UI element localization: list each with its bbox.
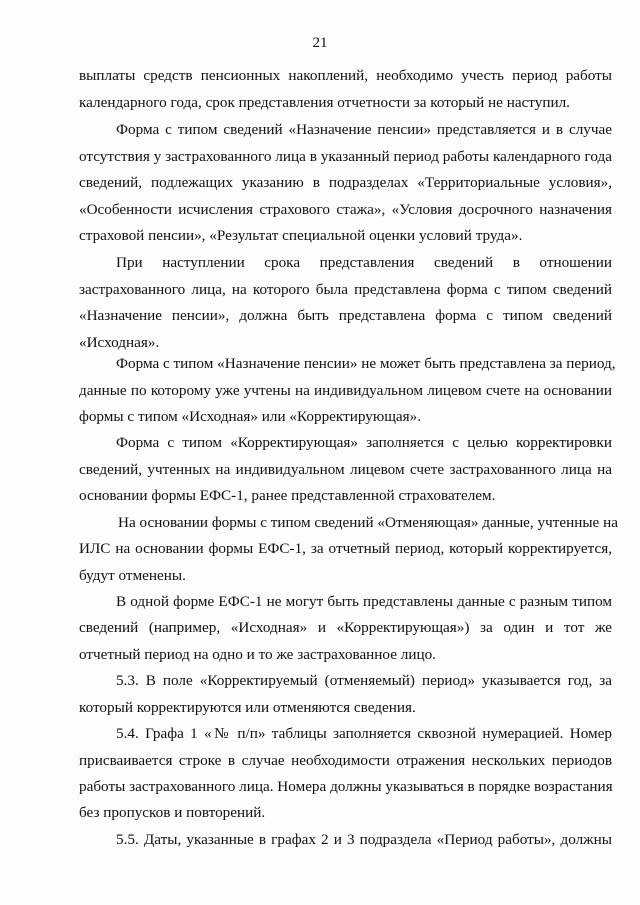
text-line: Форма с типом «Назначение пенсии» не может быть представлена за период, xyxy=(116,355,616,372)
text-line: будут отменены. xyxy=(79,567,186,584)
text-line: присваивается строке в случае необходимости отражения нескольких периодов xyxy=(79,752,612,769)
text-line: отчетный период на одно и то же застрахованное лицо. xyxy=(79,646,436,663)
text-line: 5.5. Даты, указанные в графах 2 и 3 подраздела «Период работы», должны xyxy=(116,831,612,848)
text-line: При наступлении срока представления сведений в отношении xyxy=(116,254,612,271)
text-line: выплаты средств пенсионных накоплений, необходимо учесть период работы xyxy=(79,67,612,84)
text-line: 5.4. Графа 1 «№ п/п» таблицы заполняется сквозной нумерацией. Номер xyxy=(116,725,612,742)
text-line: Форма с типом «Корректирующая» заполняется с целью корректировки xyxy=(116,434,612,451)
text-line: В одной форме ЕФС-1 не могут быть представлены данные с разным типом xyxy=(116,593,612,610)
text-line: «Особенности исчисления страхового стажа», «Условия досрочного назначения xyxy=(79,201,612,218)
text-line: данные по которому уже учтены на индивидуальном лицевом счете на основании xyxy=(79,382,612,399)
page-number: 21 xyxy=(312,35,328,51)
text-line: застрахованного лица, на которого была представлена форма с типом сведений xyxy=(79,281,612,298)
text-line: работы застрахованного лица. Номера должны указываться в порядке возрастания xyxy=(79,778,613,795)
text-line: «Назначение пенсии», должна быть представлена форма с типом сведений xyxy=(79,307,612,324)
text-line: сведений (например, «Исходная» и «Корректирующая») за один и тот же xyxy=(79,619,612,636)
text-line: отсутствия у застрахованного лица в указанный период работы календарного года xyxy=(79,148,612,165)
text-line: сведений, подлежащих указанию в подразделах «Территориальные условия», xyxy=(79,174,612,191)
text-line: На основании формы с типом сведений «Отменяющая» данные, учтенные на xyxy=(118,514,618,531)
text-line: 5.3. В поле «Корректируемый (отменяемый) период» указывается год, за xyxy=(116,672,612,689)
text-line: календарного года, срок представления отчетности за который не наступил. xyxy=(79,94,570,111)
text-line: который корректируются или отменяются сведения. xyxy=(79,699,416,716)
text-line: сведений, учтенных на индивидуальном лицевом счете застрахованного лица на xyxy=(79,461,612,478)
text-line: «Исходная». xyxy=(79,334,160,351)
text-line: без пропусков и повторений. xyxy=(79,804,266,821)
text-line: ИЛС на основании формы ЕФС-1, за отчетный период, который корректируется, xyxy=(79,540,612,557)
text-line: страховой пенсии», «Результат специальной оценки условий труда». xyxy=(79,227,523,244)
text-line: основании формы ЕФС-1, ранее представленной страхователем. xyxy=(79,487,496,504)
text-line: формы с типом «Исходная» или «Корректирующая». xyxy=(79,408,422,425)
text-line: Форма с типом сведений «Назначение пенсии» представляется и в случае xyxy=(116,121,612,138)
